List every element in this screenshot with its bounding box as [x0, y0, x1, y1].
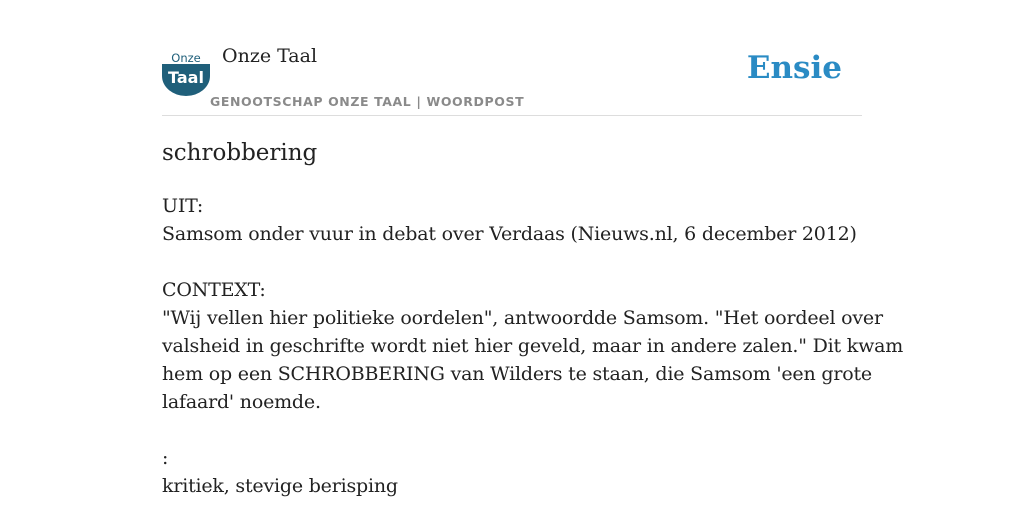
context-line: valsheid in geschrifte wordt niet hier geveld, maar in andere zalen." Dit kwam	[162, 335, 904, 357]
definition-label: :	[162, 447, 169, 469]
logo-graphic	[162, 52, 210, 96]
spacer	[162, 416, 862, 444]
logo-text-bottom: Taal	[168, 68, 204, 87]
entry-body	[162, 192, 904, 500]
source-text: Samsom onder vuur in debat over Verdaas (Nieuws.nl, 6 december 2012)	[162, 223, 857, 245]
spacer	[162, 248, 862, 276]
context-line: "Wij vellen hier politieke oordelen", antwoordde Samsom. "Het oordeel over	[162, 307, 883, 329]
org-name[interactable]: Onze Taal	[222, 45, 318, 67]
brand-logo[interactable]: Ensie	[746, 50, 842, 86]
logo-text-top: Onze	[171, 52, 201, 65]
context-line: hem op een SCHROBBERING van Wilders te staan, die Samsom 'een grote	[162, 363, 872, 385]
entry-card	[162, 0, 904, 512]
header-divider	[162, 115, 862, 116]
org-subtitle[interactable]: GENOOTSCHAP ONZE TAAL | WOORDPOST	[210, 94, 525, 109]
onze-taal-logo-icon[interactable]	[162, 52, 210, 96]
context-line: lafaard' noemde.	[162, 391, 321, 413]
entry-word: schrobbering	[162, 140, 318, 166]
context-label: CONTEXT:	[162, 279, 266, 301]
definition-text: kritiek, stevige berisping	[162, 475, 398, 497]
source-label: UIT:	[162, 195, 204, 217]
